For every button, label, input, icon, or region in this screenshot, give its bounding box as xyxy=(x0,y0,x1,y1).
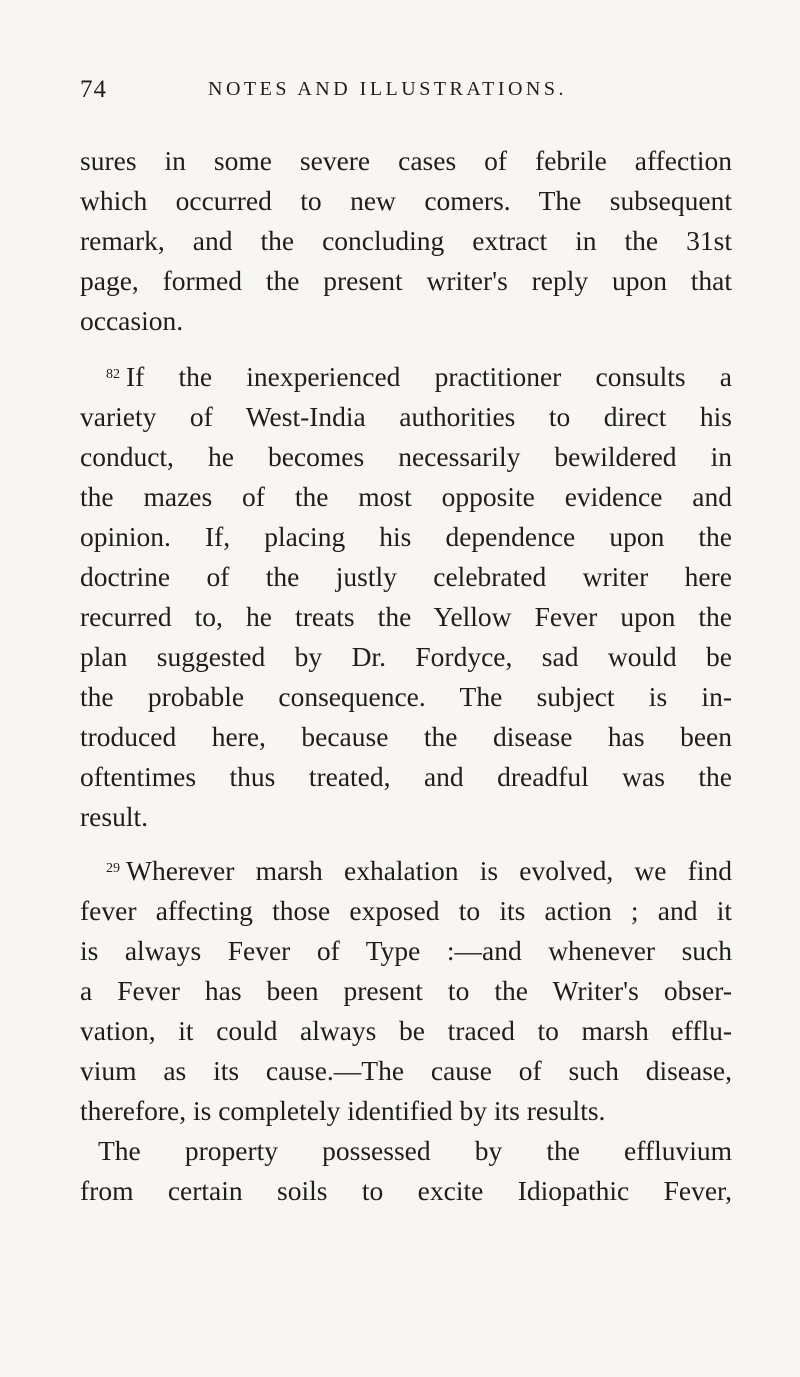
text-line-content: If the inexperienced practitioner consults a xyxy=(126,361,732,392)
note-reference: 82 xyxy=(106,367,120,382)
text-line-content: Wherever marsh exhalation is evolved, we find xyxy=(126,855,732,886)
text-line: recurred to, he treats the Yellow Fever upon the xyxy=(80,601,732,632)
text-line: occasion. xyxy=(80,305,184,336)
text-line: a Fever has been present to the Writer's obser- xyxy=(80,975,732,1006)
note-paragraph-29 xyxy=(80,851,732,1211)
text-line: sures in some severe cases of febrile affection xyxy=(80,145,732,176)
note-reference: 29 xyxy=(106,861,120,876)
text-line: page, formed the present writer's reply upon that xyxy=(80,265,732,296)
text-line xyxy=(80,357,732,397)
text-line: doctrine of the justly celebrated writer here xyxy=(80,561,732,592)
text-line: fever affecting those exposed to its action ; and it xyxy=(80,895,732,926)
paragraph-continuation xyxy=(80,141,732,341)
text-line: from certain soils to excite Idiopathic Fever, xyxy=(80,1175,732,1206)
text-line: is always Fever of Type :—and whenever such xyxy=(80,935,732,966)
text-line: opinion. If, placing his dependence upon the xyxy=(80,521,732,552)
text-line: which occurred to new comers. The subsequent xyxy=(80,185,732,216)
text-line: vium as its cause.—The cause of such disease, xyxy=(80,1055,732,1086)
text-line xyxy=(80,851,732,891)
running-head: NOTES AND ILLUSTRATIONS. xyxy=(208,78,567,100)
text-line: conduct, he becomes necessarily bewildered in xyxy=(80,441,732,472)
note-paragraph-82 xyxy=(80,357,732,837)
text-line: remark, and the concluding extract in the 31st xyxy=(80,225,732,256)
text-line: vation, it could always be traced to marsh efflu- xyxy=(80,1015,732,1046)
text-line: the probable consequence. The subject is in- xyxy=(80,681,732,712)
body-text xyxy=(80,141,732,1211)
text-line: troduced here, because the disease has been xyxy=(80,721,732,752)
text-line: oftentimes thus treated, and dreadful was the xyxy=(80,761,732,792)
text-line: the mazes of the most opposite evidence and xyxy=(80,481,732,512)
text-line: result. xyxy=(80,801,148,832)
text-line: therefore, is completely identified by its results. xyxy=(80,1095,606,1126)
page-number: 74 xyxy=(80,76,107,103)
text-line: The property possessed by the effluvium xyxy=(98,1135,732,1166)
page-header xyxy=(80,76,730,116)
text-line: variety of West-India authorities to direct his xyxy=(80,401,732,432)
text-line: plan suggested by Dr. Fordyce, sad would be xyxy=(80,641,732,672)
